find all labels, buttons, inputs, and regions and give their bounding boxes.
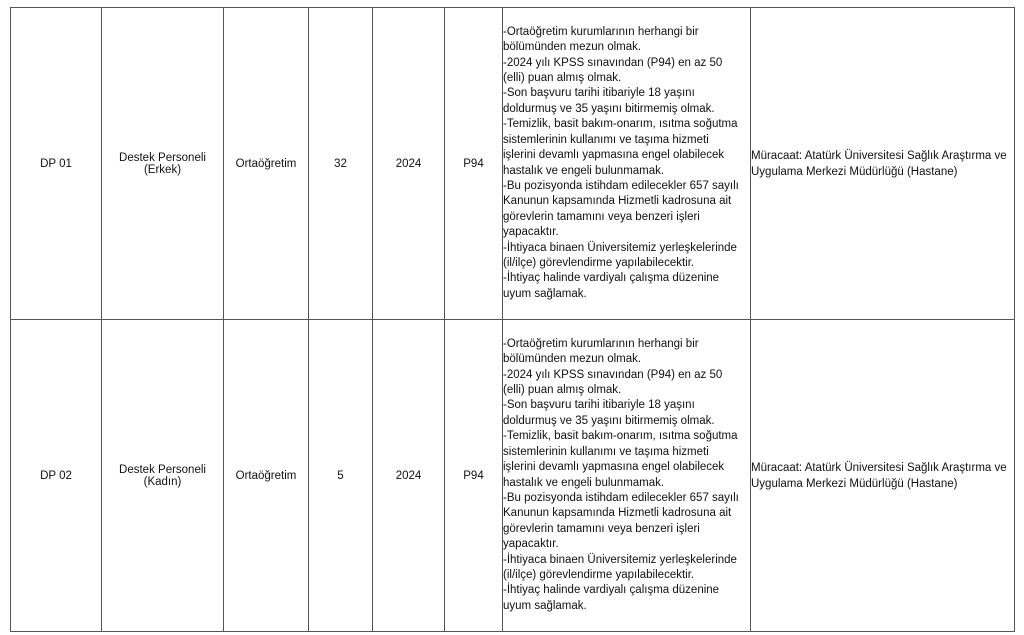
education-level: Ortaöğretim <box>224 320 309 632</box>
table-row <box>11 8 1015 320</box>
position-title-line: Destek Personeli <box>119 463 206 476</box>
position-code: DP 02 <box>11 320 102 632</box>
position-title <box>102 320 224 632</box>
table-row <box>11 320 1015 632</box>
score-type: P94 <box>445 8 503 320</box>
position-title-line: Destek Personeli <box>119 151 206 164</box>
position-title-gender: (Erkek) <box>143 163 182 176</box>
education-level: Ortaöğretim <box>224 8 309 320</box>
position-title <box>102 8 224 320</box>
requirements-cell <box>503 8 751 320</box>
requirements-text: -Ortaöğretim kurumlarının herhangi bir bölümünden mezun olmak. -2024 yılı KPSS sınavından (P94) en az 50 (elli) puan almış olmak. -Son başvuru tarihi itibariyle 18 yaşını doldurmuş ve 35 yaşını bitirmemiş olmak. -Temizlik, basit bakım-onarım, ısıtma soğutma sistemlerinin kullanımı ve taşıma hizmeti işlerini devamlı yapmasına engel olabilecek hastalık ve engeli bulunmamak. -Bu pozisyonda istihdam edilecekler 657 sayılı Kanunun kapsamında Hizmetli kadrosuna ait görevlerin tamamını veya benzeri işleri yapacaktır. -İhtiyaca binaen Üniversitemiz yerleşkelerinde (il/ilçe) görevlendirme yapılabilecektir. -İhtiyaç halinde vardiyalı çalışma düzenine uyum sağlamak. <box>503 25 739 300</box>
kpss-year: 2024 <box>373 8 445 320</box>
application-info: Müracaat: Atatürk Üniversitesi Sağlık Araştırma ve Uygulama Merkezi Müdürlüğü (Hastane) <box>751 320 1015 632</box>
position-table <box>10 7 1015 632</box>
position-title-gender: (Kadın) <box>143 475 182 488</box>
requirements-cell <box>503 320 751 632</box>
application-info: Müracaat: Atatürk Üniversitesi Sağlık Araştırma ve Uygulama Merkezi Müdürlüğü (Hastane) <box>751 8 1015 320</box>
score-type: P94 <box>445 320 503 632</box>
kpss-year: 2024 <box>373 320 445 632</box>
position-count: 5 <box>309 320 373 632</box>
position-code: DP 01 <box>11 8 102 320</box>
position-count: 32 <box>309 8 373 320</box>
requirements-text: -Ortaöğretim kurumlarının herhangi bir bölümünden mezun olmak. -2024 yılı KPSS sınavından (P94) en az 50 (elli) puan almış olmak. -Son başvuru tarihi itibariyle 18 yaşını doldurmuş ve 35 yaşını bitirmemiş olmak. -Temizlik, basit bakım-onarım, ısıtma soğutma sistemlerinin kullanımı ve taşıma hizmeti işlerini devamlı yapmasına engel olabilecek hastalık ve engeli bulunmamak. -Bu pozisyonda istihdam edilecekler 657 sayılı Kanunun kapsamında Hizmetli kadrosuna ait görevlerin tamamını veya benzeri işleri yapacaktır. -İhtiyaca binaen Üniversitemiz yerleşkelerinde (il/ilçe) görevlendirme yapılabilecektir. -İhtiyaç halinde vardiyalı çalışma düzenine uyum sağlamak. <box>503 337 739 612</box>
